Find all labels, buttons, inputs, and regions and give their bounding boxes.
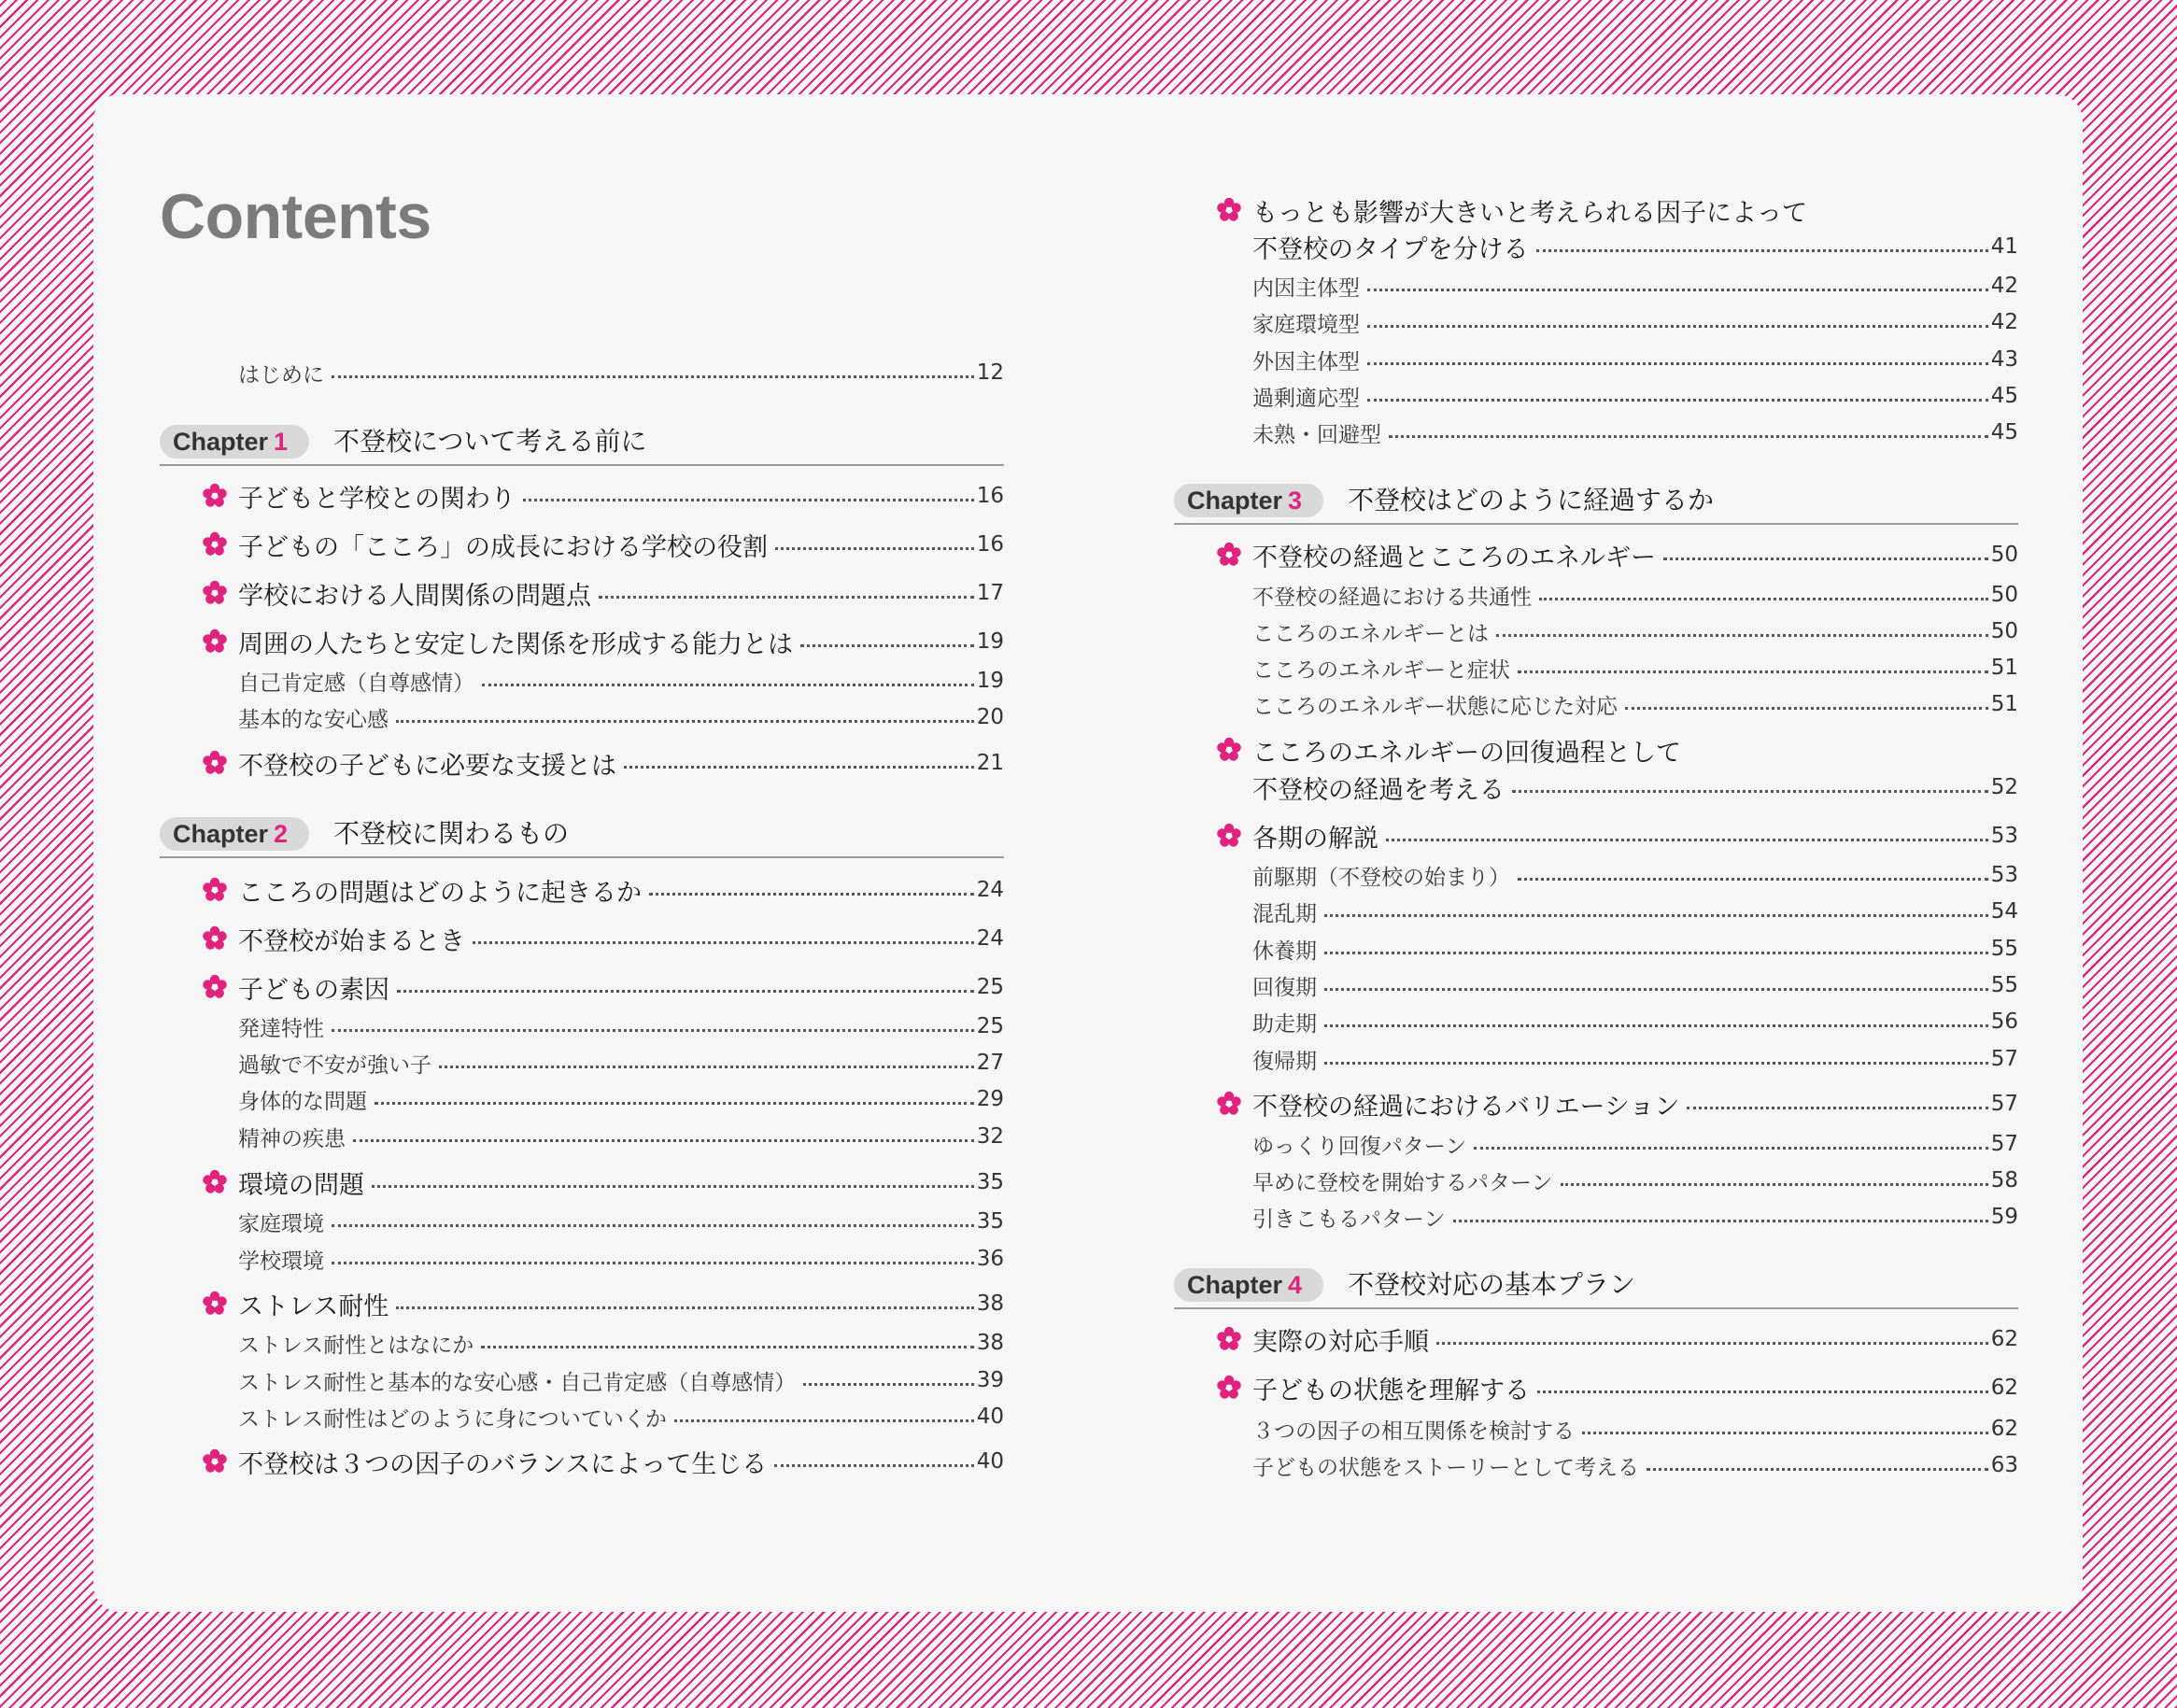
toc-entry[interactable]: 環境の問題 35 <box>238 1170 1004 1200</box>
toc-subentry[interactable]: 混乱期 54 <box>1252 899 2018 926</box>
toc-subentry[interactable]: ストレス耐性とはなにか 38 <box>238 1331 1004 1358</box>
toc-subentry[interactable]: 回復期 55 <box>1252 973 2018 1000</box>
toc-subentry[interactable]: 外因主体型 43 <box>1252 347 2018 374</box>
toc-entry[interactable]: 各期の解説 53 <box>1252 824 2018 854</box>
toc-entry[interactable]: 不登校の経過を考える 52 <box>1252 775 2018 805</box>
toc-subentry[interactable]: ストレス耐性と基本的な安心感・自己肯定感（自尊感情） 39 <box>238 1368 1004 1395</box>
toc-subentry[interactable]: 子どもの状態をストーリーとして考える 63 <box>1252 1453 2018 1480</box>
chapter-2-pill: Chapter 2 <box>160 817 309 851</box>
toc-entry[interactable]: 不登校のタイプを分ける 41 <box>1252 234 2018 264</box>
chapter-1-pill: Chapter 1 <box>160 425 309 459</box>
toc-subentry[interactable]: 自己肯定感（自尊感情） 19 <box>238 669 1004 696</box>
toc-entry[interactable]: 周囲の人たちと安定した関係を形成する能力とは 19 <box>238 629 1004 659</box>
flower-icon <box>201 876 229 904</box>
toc-subentry[interactable]: 不登校の経過における共通性 50 <box>1252 583 2018 610</box>
chapter-2-heading[interactable] <box>160 815 1004 858</box>
flower-icon <box>1215 1325 1243 1353</box>
toc-entry[interactable]: 実際の対応手順 62 <box>1252 1327 2018 1357</box>
toc-entry[interactable]: ストレス耐性 38 <box>238 1292 1004 1321</box>
flower-icon <box>201 925 229 953</box>
toc-subentry[interactable]: 助走期 56 <box>1252 1009 2018 1037</box>
flower-icon <box>1215 196 1243 224</box>
toc-entry[interactable]: もっとも影響が大きいと考えられる因子によって <box>1252 198 1807 228</box>
toc-subentry[interactable]: ３つの因子の相互関係を検討する 62 <box>1252 1417 2018 1444</box>
toc-subentry[interactable]: こころのエネルギー状態に応じた対応 51 <box>1252 692 2018 719</box>
toc-entry[interactable]: 不登校の経過におけるバリエーション 57 <box>1252 1092 2018 1122</box>
toc-entry[interactable]: こころのエネルギーの回復過程として <box>1252 738 1681 768</box>
page-title: Contents <box>160 181 431 252</box>
toc-subentry[interactable]: 学校環境 36 <box>238 1247 1004 1274</box>
chapter-3-heading[interactable] <box>1174 482 2018 525</box>
flower-icon <box>201 1290 229 1318</box>
chapter-2-title: 不登校に関わるもの <box>333 818 570 849</box>
toc-entry[interactable]: 不登校が始まるとき 24 <box>238 926 1004 956</box>
toc-subentry[interactable]: 前駆期（不登校の始まり） 53 <box>1252 863 2018 890</box>
flower-icon <box>1215 822 1243 850</box>
chapter-1-heading[interactable] <box>160 423 1004 466</box>
toc-subentry[interactable]: 精神の疾患 32 <box>238 1124 1004 1151</box>
toc-entry[interactable]: 不登校の子どもに必要な支援とは 21 <box>238 751 1004 781</box>
flower-icon <box>201 579 229 607</box>
flower-icon <box>201 482 229 510</box>
chapter-1-title: 不登校について考える前に <box>333 426 647 457</box>
toc-subentry[interactable]: 基本的な安心感 20 <box>238 705 1004 732</box>
flower-icon <box>201 749 229 777</box>
toc-subentry[interactable]: 過敏で不安が強い子 27 <box>238 1051 1004 1078</box>
toc-subentry[interactable]: 過剰適応型 45 <box>1252 384 2018 411</box>
toc-entry[interactable]: 学校における人間関係の問題点 17 <box>238 581 1004 611</box>
toc-subentry[interactable]: 引きこもるパターン 59 <box>1252 1205 2018 1232</box>
toc-subentry[interactable]: 発達特性 25 <box>238 1014 1004 1041</box>
toc-subentry[interactable]: 未熟・回避型 45 <box>1252 420 2018 447</box>
chapter-4-heading[interactable] <box>1174 1266 2018 1309</box>
toc-subentry[interactable]: ストレス耐性はどのように身についていくか 40 <box>238 1405 1004 1432</box>
toc-subentry[interactable]: 復帰期 57 <box>1252 1047 2018 1074</box>
flower-icon <box>1215 1090 1243 1118</box>
toc-subentry[interactable]: 内因主体型 42 <box>1252 274 2018 301</box>
toc-entry[interactable]: 子どもの状態を理解する 62 <box>1252 1376 2018 1405</box>
chapter-4-title: 不登校対応の基本プラン <box>1348 1269 1636 1300</box>
toc-entry[interactable]: 不登校は３つの因子のバランスによって生じる 40 <box>238 1449 1004 1479</box>
toc-subentry[interactable]: 身体的な問題 29 <box>238 1087 1004 1114</box>
toc-entry[interactable]: こころの問題はどのように起きるか 24 <box>238 878 1004 908</box>
flower-icon <box>201 628 229 656</box>
chapter-3-pill: Chapter 3 <box>1174 484 1323 517</box>
flower-icon <box>1215 541 1243 569</box>
toc-subentry[interactable]: 早めに登校を開始するパターン 58 <box>1252 1168 2018 1195</box>
flower-icon <box>201 1447 229 1475</box>
toc-entry[interactable]: 子どもと学校との関わり 16 <box>238 484 1004 514</box>
flower-icon <box>201 973 229 1001</box>
flower-icon <box>1215 1374 1243 1402</box>
toc-entry[interactable]: 不登校の経過とこころのエネルギー 50 <box>1252 543 2018 572</box>
chapter-3-title: 不登校はどのように経過するか <box>1348 485 1715 515</box>
toc-subentry[interactable]: 休養期 55 <box>1252 937 2018 964</box>
flower-icon <box>1215 736 1243 764</box>
flower-icon <box>201 1168 229 1196</box>
toc-entry[interactable]: 子どもの素因 25 <box>238 975 1004 1005</box>
toc-entry[interactable]: 子どもの「こころ」の成長における学校の役割 16 <box>238 532 1004 562</box>
chapter-4-pill: Chapter 4 <box>1174 1268 1323 1302</box>
toc-subentry[interactable]: 家庭環境型 42 <box>1252 310 2018 337</box>
flower-icon <box>201 530 229 558</box>
toc-subentry[interactable]: ゆっくり回復パターン 57 <box>1252 1132 2018 1159</box>
toc-subentry[interactable]: こころのエネルギーと症状 51 <box>1252 656 2018 683</box>
toc-entry-intro[interactable]: はじめに 12 <box>238 360 1004 388</box>
toc-subentry[interactable]: 家庭環境 35 <box>238 1209 1004 1236</box>
toc-subentry[interactable]: こころのエネルギーとは 50 <box>1252 619 2018 646</box>
contents-page <box>93 94 2083 1612</box>
